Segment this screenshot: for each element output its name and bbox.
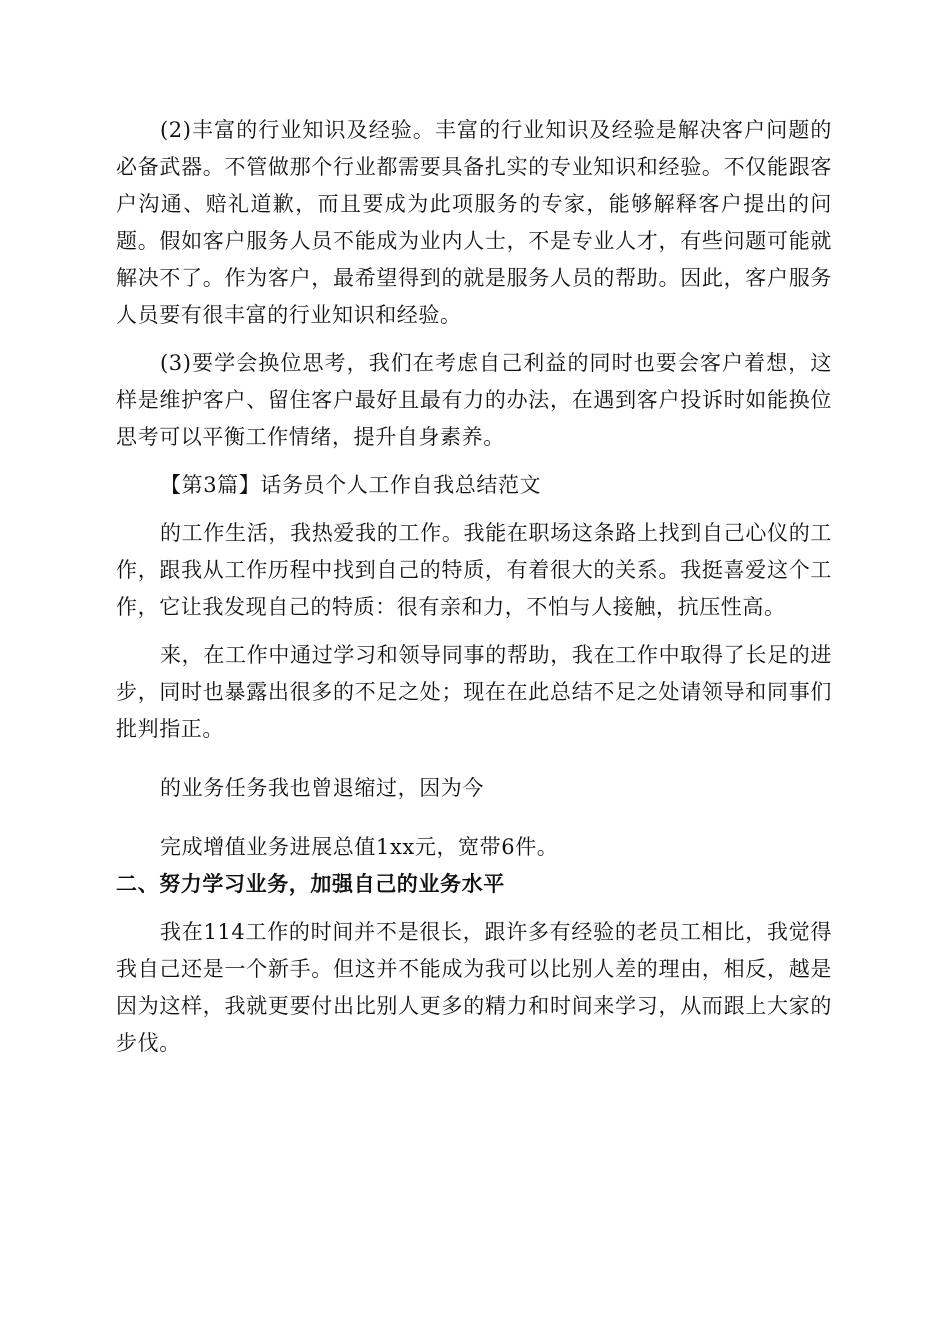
section-title-article-3: 【第3篇】话务员个人工作自我总结范文 [160,473,542,497]
paragraph-industry-knowledge: (2)丰富的行业知识及经验。丰富的行业知识及经验是解决客户问题的必备武器。不管做那个行业都需要具备扎实的专业知识和经验。不仅能跟客户沟通、赔礼道歉，而且要成为此项服务的专家，能够解释客户提出的问题。假如客户服务人员不能成为业内人士，不是专业人才，有些问题可能就解决不了。作为客户，最希望得到的就是服务人员的帮助。因此，客户服务人员要有很丰富的行业知识和经验。 [116,118,832,327]
paragraph-empathy: (3)要学会换位思考，我们在考虑自己利益的同时也要会客户着想，这样是维护客户、留住客户最好且最有力的办法，在遇到客户投诉时如能换位思考可以平衡工作情绪，提升自身素养。 [116,351,832,449]
heading-study-business: 二、努力学习业务，加强自己的业务水平 [116,872,505,896]
paragraph-value-added: 完成增值业务进展总值1xx元，宽带6件。 [160,835,559,859]
document-body [116,112,832,1062]
paragraph-love-work: 的工作生活，我热爱我的工作。我能在职场这条路上找到自己心仪的工作，跟我从工作历程中找到自己的特质，有着很大的关系。我挺喜爱这个工作，它让我发现自己的特质：很有亲和力，不怕与人接触，抗压性高。 [116,521,832,619]
paragraph-business-task: 的业务任务我也曾退缩过，因为今 [160,776,484,800]
paragraph-new-employee: 我在114工作的时间并不是很长，跟许多有经验的老员工相比，我觉得我自己还是一个新手。但这并不能成为我可以比别人差的理由，相反，越是因为这样，我就更要付出比别人更多的精力和时间来学习，从而跟上大家的步伐。 [116,920,832,1055]
paragraph-progress: 来，在工作中通过学习和领导同事的帮助，我在工作中取得了长足的进步，同时也暴露出很多的不足之处；现在在此总结不足之处请领导和同事们批判指正。 [116,643,832,741]
